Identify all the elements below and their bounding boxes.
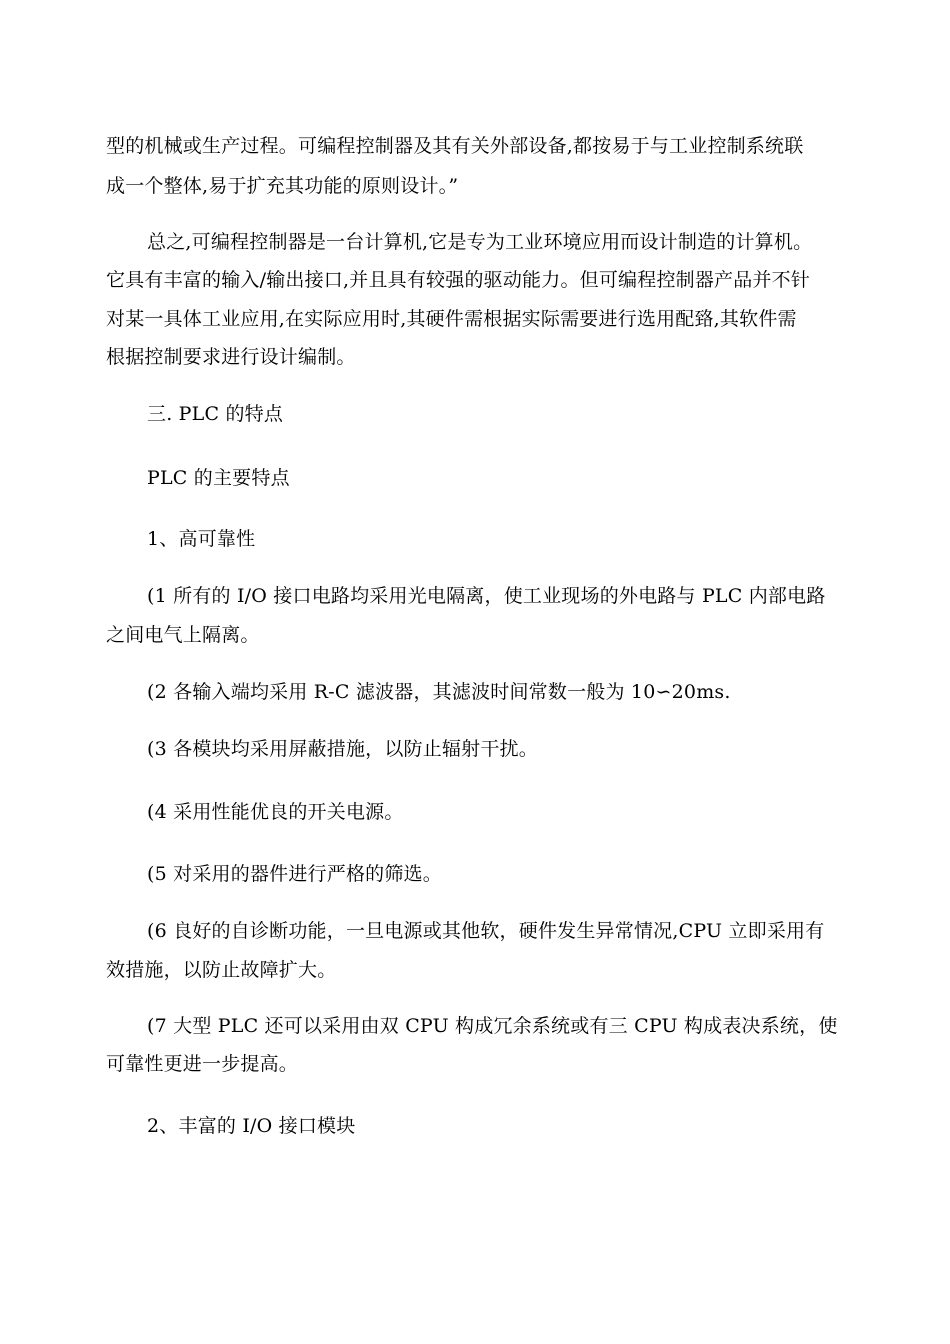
text-line: 对某一具体工业应用,在实际应用时,其硬件需根据实际需要进行选用配臵,其软件需 [106,308,797,330]
text-line: 效措施，以防止故障扩大。 [106,959,337,981]
list-item: (4 采用性能优良的开关电源。 [147,801,404,823]
text-line: 型的机械或生产过程。可编程控制器及其有关外部设备,都按易于与工业控制系统联 [106,135,804,157]
text-line: 总之,可编程控制器是一台计算机,它是专为工业环境应用而设计制造的计算机。 [147,231,813,253]
list-heading: 2、丰富的 I/O 接口模块 [147,1115,356,1137]
text-line: 之间电气上隔离。 [106,624,260,646]
list-item: (2 各输入端均采用 R-C 滤波器，其滤波时间常数一般为 10∽20ms. [147,681,731,703]
list-item: (5 对采用的器件进行严格的筛选。 [147,863,442,885]
text-line: 成一个整体,易于扩充其功能的原则设计。” [106,175,459,197]
list-item: (3 各模块均采用屏蔽措施，以防止辐射干扰。 [147,738,538,760]
text-line: 可靠性更进一步提高。 [106,1053,299,1075]
list-item: (6 良好的自诊断功能，一旦电源或其他软，硬件发生异常情况,CPU 立即采用有 [147,920,825,942]
list-item: (7 大型 PLC 还可以采用由双 CPU 构成冗余系统或有三 CPU 构成表决系统，使 [147,1015,838,1037]
text-line: 根据控制要求进行设计编制。 [106,346,356,368]
list-heading: 1、高可靠性 [147,528,256,550]
text-line: 它具有丰富的输入/输出接口,并且具有较强的驱动能力。但可编程控制器产品并不针 [106,269,811,291]
list-item: (1 所有的 I/O 接口电路均采用光电隔离，使工业现场的外电路与 PLC 内部电路 [147,585,826,607]
section-heading: 三. PLC 的特点 [147,403,284,425]
subsection-heading: PLC 的主要特点 [147,467,290,489]
